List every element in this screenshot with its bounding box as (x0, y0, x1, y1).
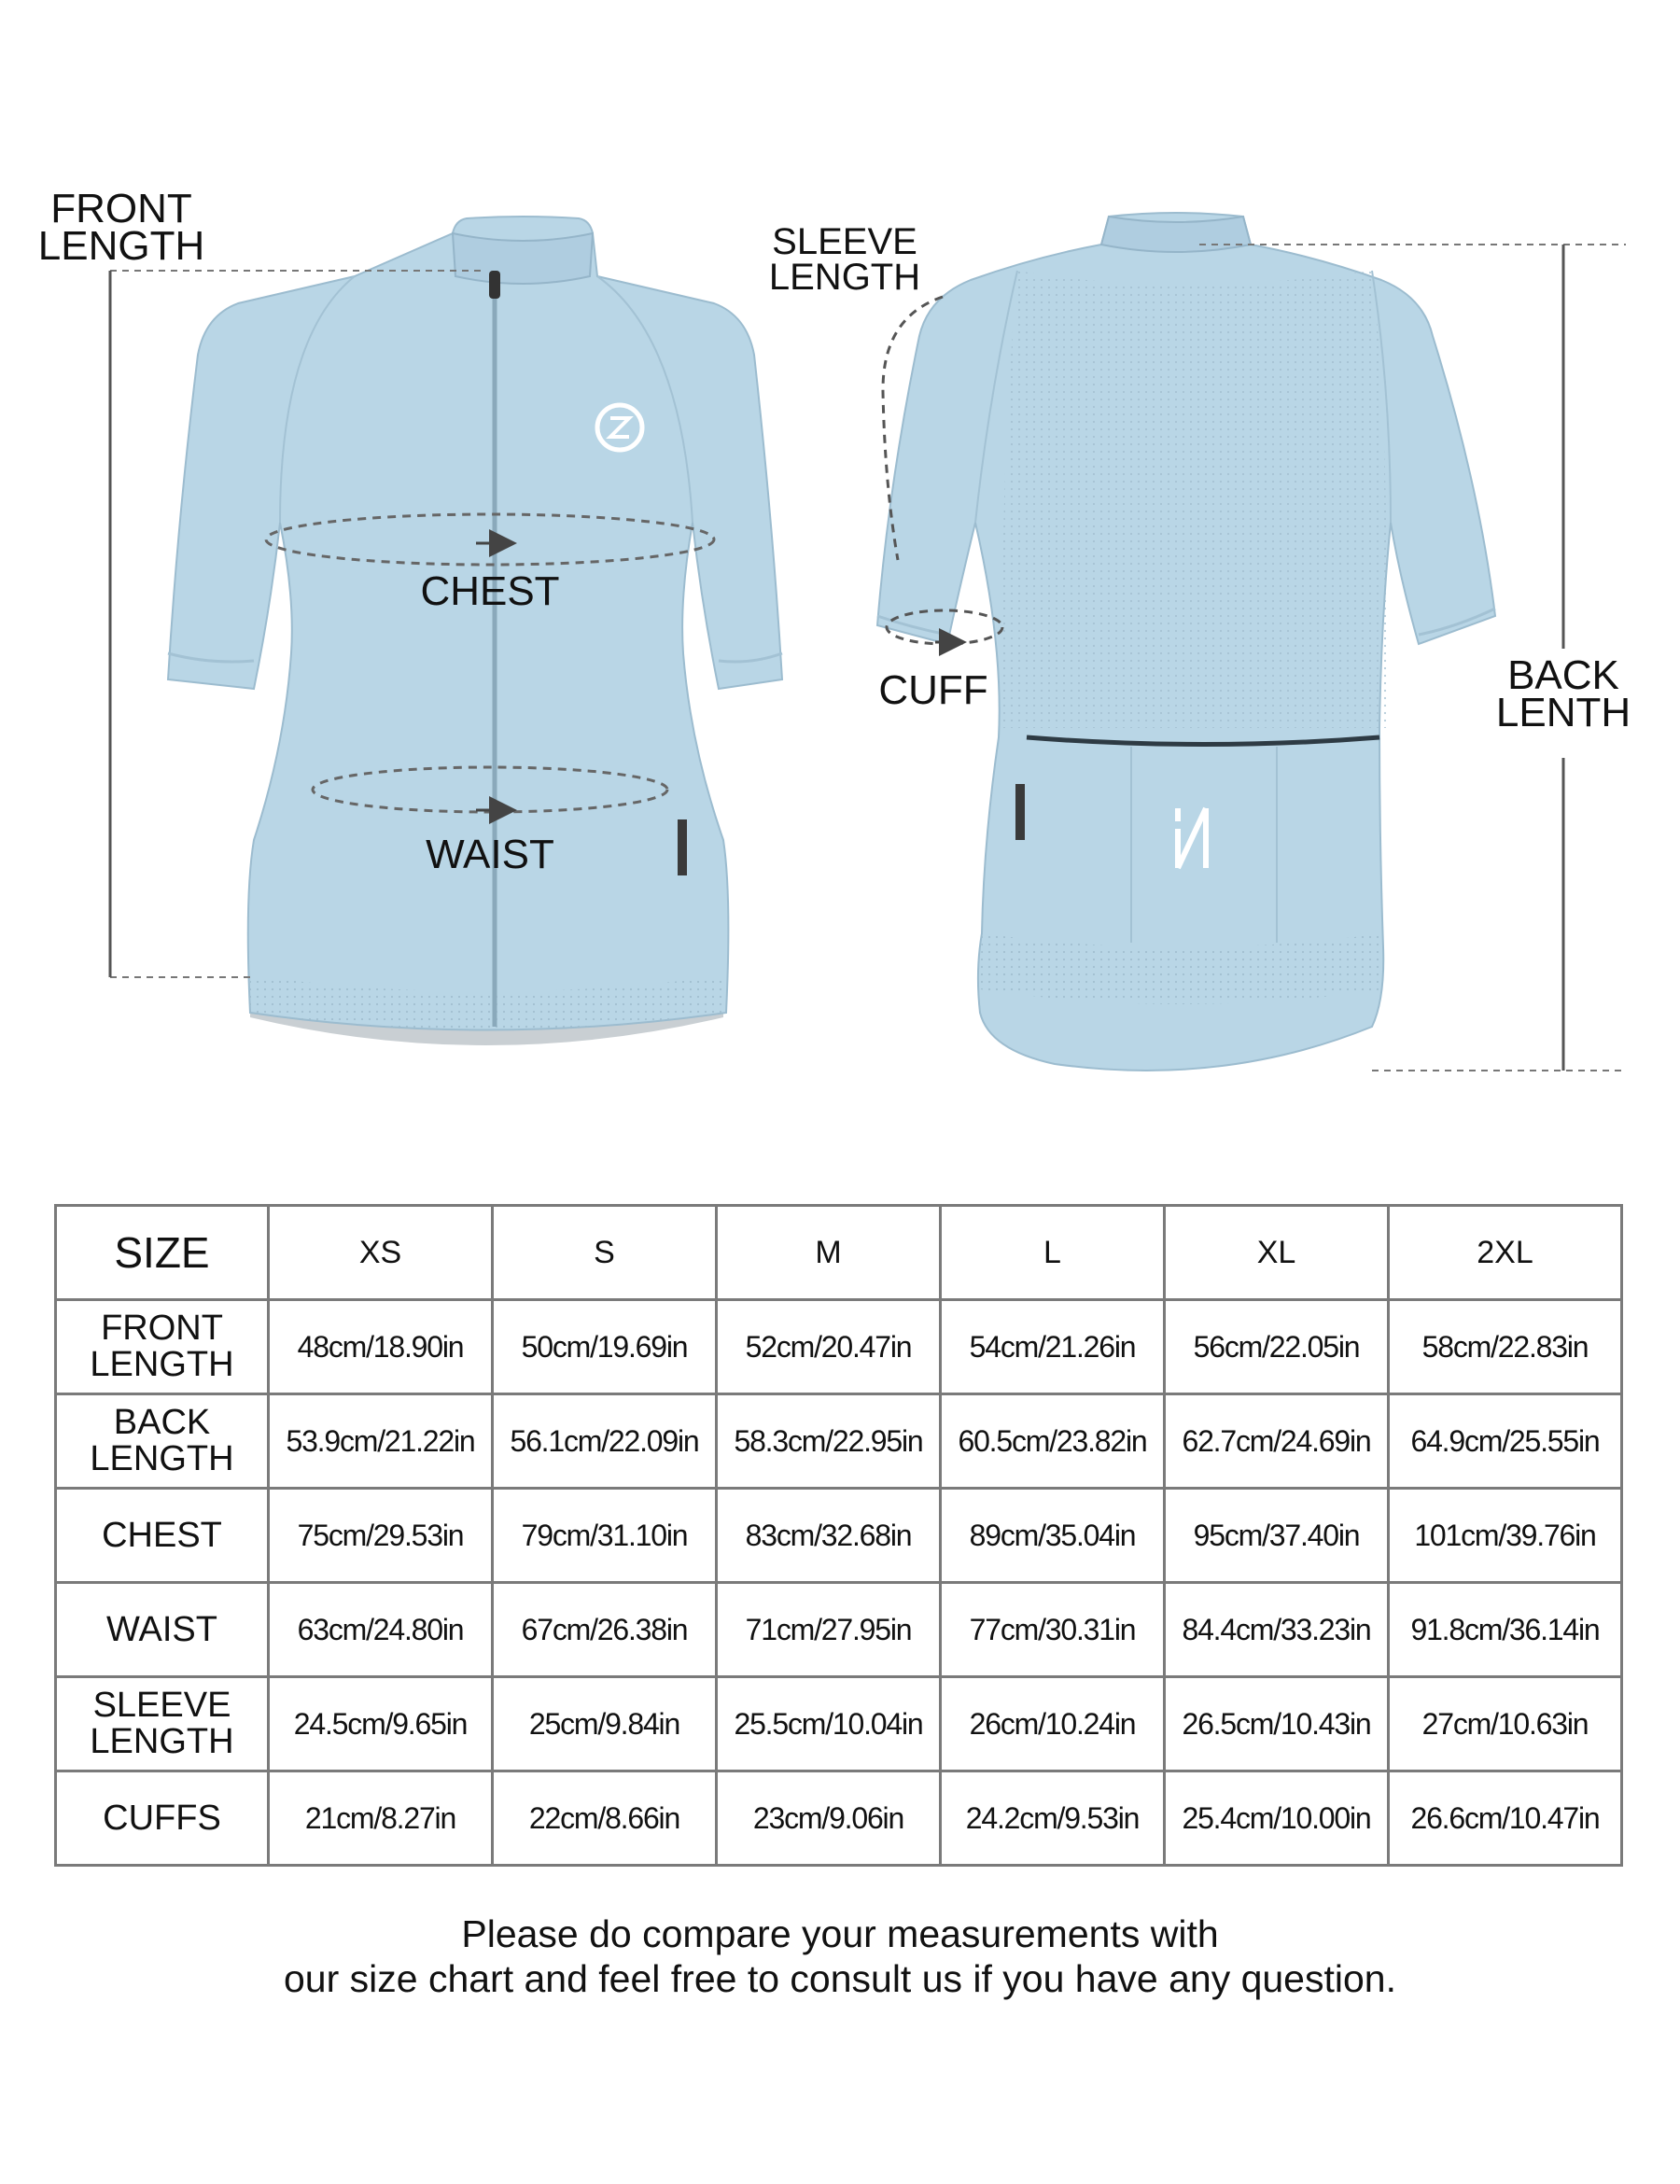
table-cell: 77cm/30.31in (941, 1583, 1165, 1677)
row-label-chest: CHEST (56, 1489, 269, 1583)
back-mesh-panel (1002, 271, 1387, 728)
size-heading: XS (269, 1206, 493, 1300)
table-row (56, 1677, 1622, 1771)
size-heading: XL (1165, 1206, 1389, 1300)
footer-note-line: our size chart and feel free to consult us if you have any question. (284, 1957, 1396, 2000)
front-jersey (168, 217, 782, 1045)
table-cell: 60.5cm/23.82in (941, 1394, 1165, 1489)
size-heading: L (941, 1206, 1165, 1300)
table-cell: 56cm/22.05in (1165, 1300, 1389, 1394)
table-cell: 91.8cm/36.14in (1389, 1583, 1622, 1677)
table-cell: 89cm/35.04in (941, 1489, 1165, 1583)
front-length-label: FRONT LENGTH (37, 186, 205, 269)
table-cell: 22cm/8.66in (493, 1771, 717, 1866)
table-cell: 71cm/27.95in (717, 1583, 941, 1677)
table-cell: 50cm/19.69in (493, 1300, 717, 1394)
table-cell: 63cm/24.80in (269, 1583, 493, 1677)
table-cell: 25.5cm/10.04in (717, 1677, 941, 1771)
table-cell: 79cm/31.10in (493, 1489, 717, 1583)
table-cell: 64.9cm/25.55in (1389, 1394, 1622, 1489)
table-cell: 24.5cm/9.65in (269, 1677, 493, 1771)
footer-note (0, 1911, 1680, 2001)
table-cell: 27cm/10.63in (1389, 1677, 1622, 1771)
table-cell: 54cm/21.26in (941, 1300, 1165, 1394)
size-heading: S (493, 1206, 717, 1300)
table-cell: 52cm/20.47in (717, 1300, 941, 1394)
table-cell: 48cm/18.90in (269, 1300, 493, 1394)
table-cell: 84.4cm/33.23in (1165, 1583, 1389, 1677)
table-cell: 75cm/29.53in (269, 1489, 493, 1583)
table-row (56, 1583, 1622, 1677)
table-cell: 95cm/37.40in (1165, 1489, 1389, 1583)
row-label-front-length: FRONT LENGTH (56, 1300, 269, 1394)
sleeve-length-label: SLEEVE LENGTH (768, 221, 921, 298)
table-row (56, 1300, 1622, 1394)
footer-note-line: Please do compare your measurements with (461, 1912, 1219, 1955)
row-label-cuffs: CUFFS (56, 1771, 269, 1866)
table-cell: 62.7cm/24.69in (1165, 1394, 1389, 1489)
table-cell: 83cm/32.68in (717, 1489, 941, 1583)
row-label-waist: WAIST (56, 1583, 269, 1677)
table-cell: 53.9cm/21.22in (269, 1394, 493, 1489)
size-heading: 2XL (1389, 1206, 1622, 1300)
size-header-row (56, 1206, 1622, 1300)
table-row (56, 1394, 1622, 1489)
front-body (168, 217, 782, 1030)
table-cell: 58cm/22.83in (1389, 1300, 1622, 1394)
table-cell: 25.4cm/10.00in (1165, 1771, 1389, 1866)
table-cell: 24.2cm/9.53in (941, 1771, 1165, 1866)
table-cell: 26.5cm/10.43in (1165, 1677, 1389, 1771)
table-cell: 23cm/9.06in (717, 1771, 941, 1866)
table-cell: 58.3cm/22.95in (717, 1394, 941, 1489)
row-label-sleeve-length: SLEEVE LENGTH (56, 1677, 269, 1771)
table-cell: 56.1cm/22.09in (493, 1394, 717, 1489)
table-cell: 67cm/26.38in (493, 1583, 717, 1677)
waist-label: WAIST (426, 832, 554, 877)
table-cell: 101cm/39.76in (1389, 1489, 1622, 1583)
size-chart-table (54, 1204, 1623, 1867)
front-collar (453, 233, 593, 284)
back-length-label: BACK LENTH (1495, 652, 1631, 735)
table-row (56, 1771, 1622, 1866)
table-cell: 26.6cm/10.47in (1389, 1771, 1622, 1866)
cuff-label: CUFF (878, 667, 988, 713)
size-heading: M (717, 1206, 941, 1300)
back-collar (1101, 217, 1251, 252)
table-cell: 21cm/8.27in (269, 1771, 493, 1866)
size-corner-label: SIZE (56, 1206, 269, 1300)
table-cell: 25cm/9.84in (493, 1677, 717, 1771)
table-cell: 26cm/10.24in (941, 1677, 1165, 1771)
row-label-back-length: BACK LENGTH (56, 1394, 269, 1489)
chest-label: CHEST (420, 568, 560, 614)
table-row (56, 1489, 1622, 1583)
